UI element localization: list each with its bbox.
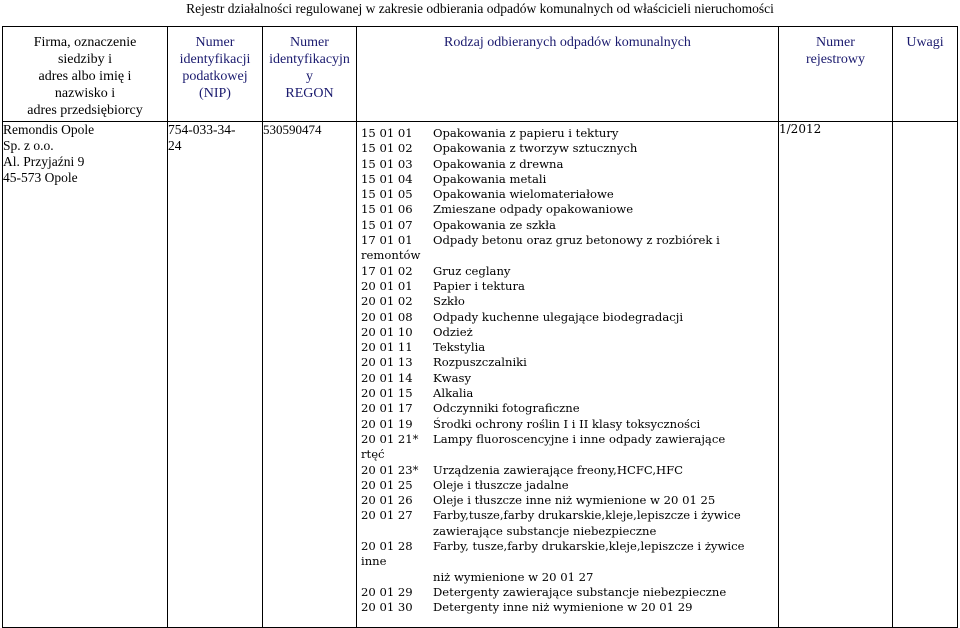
register-number: 1/2012 [779, 122, 822, 136]
waste-row [357, 126, 778, 141]
header-regon: Numer identyfikacyjn y REGON [263, 27, 357, 122]
waste-description: Zmieszane odpady opakowaniowe [433, 202, 634, 217]
waste-row [357, 432, 778, 447]
waste-description: Urządzenia zawierające freony,HCFC,HFC [433, 462, 684, 477]
waste-code: 20 01 26 [361, 493, 413, 508]
waste-row [357, 172, 778, 187]
header-notes: Uwagi [893, 27, 958, 122]
waste-row [357, 600, 778, 615]
notes-cell [893, 122, 958, 628]
waste-description: Odpady kuchenne ulegające biodegradacji [433, 309, 684, 324]
waste-description: Opakowania wielomateriałowe [433, 187, 614, 202]
waste-description: Opakowania z drewna [433, 156, 564, 171]
waste-code: 20 01 25 [361, 477, 413, 492]
waste-row [357, 264, 778, 279]
waste-row [357, 187, 778, 202]
waste-code: 20 01 30 [361, 600, 413, 615]
waste-code: 20 01 29 [361, 584, 413, 599]
waste-description: Szkło [433, 294, 465, 309]
waste-row [357, 524, 778, 539]
waste-description: Opakowania metali [433, 171, 547, 186]
waste-description: Alkalia [433, 386, 474, 401]
waste-code: 20 01 28 [361, 539, 413, 554]
document-title: Rejestr działalności regulowanej w zakresie odbierania odpadów komunalnych od właścicieli nieruchomości [186, 1, 774, 16]
waste-description: Gruz ceglany [433, 263, 511, 278]
record-row [3, 122, 958, 628]
waste-row [357, 141, 778, 156]
waste-code: 15 01 03 [361, 156, 413, 171]
waste-description: Opakowania z papieru i tektury [433, 126, 619, 140]
waste-description: niż wymienione w 20 01 27 [433, 569, 594, 584]
waste-description: Detergenty inne niż wymienione w 20 01 29 [433, 600, 693, 615]
waste-code: 17 01 01 [361, 233, 413, 248]
waste-description: Papier i tektura [433, 278, 525, 293]
waste-continuation: rtęć [361, 447, 385, 462]
waste-code: 15 01 07 [361, 217, 413, 232]
waste-description: Detergenty zawierające substancje niebezpieczne [433, 584, 727, 599]
waste-description: Lampy fluoroscencyjne i inne odpady zawierające [433, 431, 726, 446]
waste-code: 20 01 17 [361, 401, 413, 416]
header-register-number: Numer rejestrowy [779, 27, 893, 122]
waste-row [357, 478, 778, 493]
waste-code: 15 01 05 [361, 187, 413, 202]
header-nip: Numer identyfikacji podatkowej (NIP) [168, 27, 263, 122]
waste-row [357, 202, 778, 217]
firm-city: 45-573 Opole [3, 170, 78, 185]
waste-description: Opakowania z tworzyw sztucznych [433, 141, 638, 156]
waste-code: 15 01 01 [361, 126, 413, 140]
waste-description: Oleje i tłuszcze jadalne [433, 477, 569, 492]
header-waste-types: Rodzaj odbieranych odpadów komunalnych [357, 27, 779, 122]
waste-row [357, 248, 778, 263]
waste-code: 15 01 04 [361, 171, 413, 186]
waste-list-cell [357, 122, 779, 628]
waste-description: Rozpuszczalniki [433, 355, 527, 370]
waste-description: Oleje i tłuszcze inne niż wymienione w 20 01 25 [433, 493, 716, 508]
waste-continuation: inne [361, 554, 387, 569]
register-table [2, 26, 958, 628]
waste-code: 20 01 01 [361, 278, 413, 293]
waste-description: zawierające substancje niebezpieczne [433, 523, 657, 538]
waste-code: 17 01 02 [361, 263, 413, 278]
waste-row [357, 493, 778, 508]
waste-row [357, 463, 778, 478]
waste-row [357, 386, 778, 401]
waste-description: Kwasy [433, 370, 471, 385]
waste-description: Opakowania ze szkła [433, 217, 556, 232]
waste-row [357, 294, 778, 309]
header-row [3, 27, 958, 122]
waste-code: 20 01 08 [361, 309, 413, 324]
waste-code: 20 01 13 [361, 355, 413, 370]
header-firm: Firma, oznaczenie siedziby i adres albo imię i nazwisko i adres przedsiębiorcy [3, 27, 168, 122]
waste-code: 20 01 21* [361, 431, 419, 446]
waste-row [357, 325, 778, 340]
waste-row [357, 539, 778, 554]
firm-cell [3, 122, 168, 628]
waste-row [357, 585, 778, 600]
waste-description: Tekstylia [433, 340, 486, 355]
waste-description: Odzież [433, 324, 473, 339]
firm-name: Remondis Opole [3, 122, 95, 137]
waste-row [357, 417, 778, 432]
waste-row [357, 233, 778, 248]
waste-row [357, 157, 778, 172]
waste-row [357, 355, 778, 370]
waste-code: 15 01 06 [361, 202, 413, 217]
waste-description: Odczynniki fotograficzne [433, 401, 580, 416]
waste-code: 15 01 02 [361, 141, 413, 156]
waste-code: 20 01 15 [361, 386, 413, 401]
waste-code: 20 01 19 [361, 416, 413, 431]
regon-cell: 530590474 [263, 122, 357, 628]
waste-code: 20 01 23* [361, 462, 419, 477]
waste-description: Odpady betonu oraz gruz betonowy z rozbiórek i [433, 233, 720, 248]
waste-row [357, 401, 778, 416]
waste-row [357, 218, 778, 233]
waste-row [357, 310, 778, 325]
waste-continuation: remontów [361, 248, 421, 263]
waste-row [357, 554, 778, 569]
waste-description: Farby,tusze,farby drukarskie,kleje,lepiszcze i żywice [433, 508, 741, 523]
register-number-cell [779, 122, 893, 628]
waste-description: Farby, tusze,farby drukarskie,kleje,lepiszcze i żywice [433, 539, 745, 554]
firm-legal-form: Sp. z o.o. [3, 138, 54, 153]
waste-row [357, 371, 778, 386]
nip-cell: 754-033-34- 24 [168, 122, 263, 628]
waste-row [357, 340, 778, 355]
waste-row [357, 508, 778, 523]
waste-code: 20 01 14 [361, 370, 413, 385]
waste-code: 20 01 10 [361, 324, 413, 339]
waste-row [357, 447, 778, 462]
waste-row [357, 570, 778, 585]
waste-code: 20 01 02 [361, 294, 413, 309]
waste-list [357, 122, 778, 616]
waste-description: Środki ochrony roślin I i II klasy toksyczności [433, 416, 701, 431]
waste-code: 20 01 11 [361, 340, 413, 355]
waste-row [357, 279, 778, 294]
waste-code: 20 01 27 [361, 508, 413, 523]
firm-street: Al. Przyjaźni 9 [3, 154, 85, 169]
